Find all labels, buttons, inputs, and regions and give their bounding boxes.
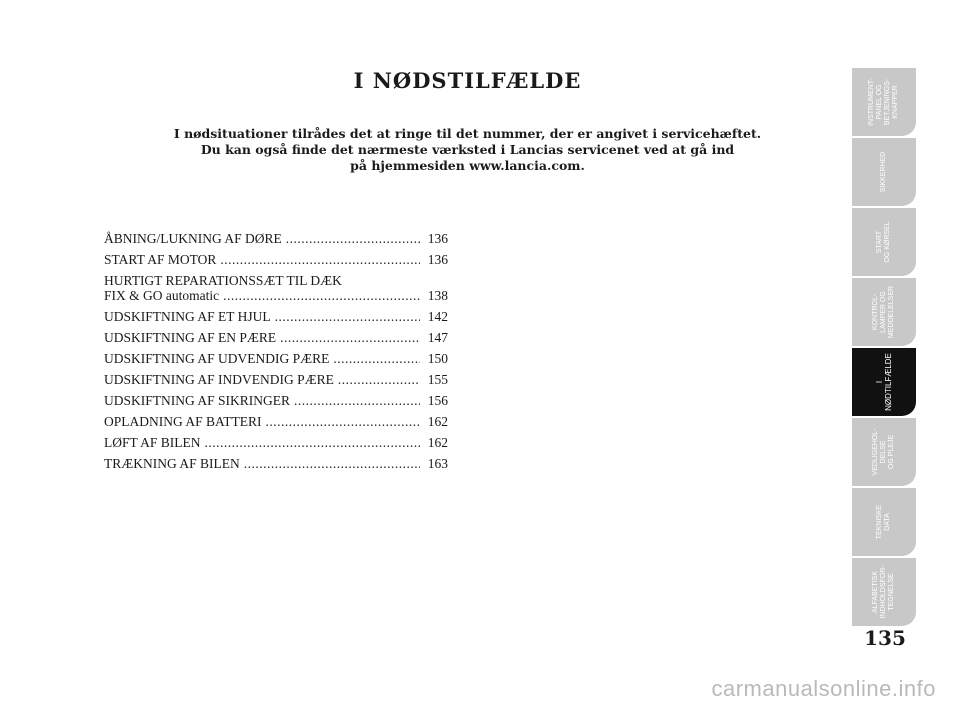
toc-entry[interactable] <box>104 273 448 303</box>
toc-leader <box>223 288 420 303</box>
toc-entry-lead: HURTIGT REPARATIONSSÆT TIL DÆK <box>104 273 342 288</box>
section-tab[interactable] <box>852 138 916 206</box>
section-tab[interactable] <box>852 68 916 136</box>
toc-entry-page: 136 <box>427 252 448 267</box>
toc-entry-title: FIX & GO automatic <box>104 288 220 303</box>
toc-entry-title: UDSKIFTNING AF SIKRINGER <box>104 393 291 408</box>
toc-entry-title: START AF MOTOR <box>104 252 217 267</box>
section-tab[interactable] <box>852 558 916 626</box>
section-tab-label-line: TEGNELSE <box>888 573 895 611</box>
section-tab-label-line: VEDLIGEHOL- <box>872 428 879 476</box>
toc-entry-page: 150 <box>427 351 448 366</box>
toc-entry[interactable] <box>104 414 448 429</box>
intro-line: Du kan også finde det nærmeste værksted i Lancias servicenet ved at gå ind <box>200 142 735 157</box>
section-tab-label <box>880 139 888 205</box>
section-tab-label-line: I <box>875 380 884 384</box>
page-number: 135 <box>864 626 906 650</box>
section-tab-label-line: START <box>876 230 883 254</box>
toc-entry-title: LØFT AF BILEN <box>104 435 201 450</box>
toc-leader <box>275 309 420 324</box>
toc-entry-page: 136 <box>427 231 448 246</box>
section-tab-label-line: DATA <box>884 513 891 531</box>
toc-entry-title: UDSKIFTNING AF INDVENDIG PÆRE <box>104 372 334 387</box>
intro-line: på hjemmesiden www.lancia.com. <box>350 158 585 173</box>
toc-leader <box>205 435 420 450</box>
toc-entry[interactable] <box>104 372 448 387</box>
toc-entry-page: 138 <box>427 288 448 303</box>
toc-leader <box>294 393 420 408</box>
toc-leader <box>333 351 420 366</box>
toc-entry-page: 163 <box>427 456 448 471</box>
toc-entry[interactable] <box>104 393 448 408</box>
toc-entry-title: TRÆKNING AF BILEN <box>104 456 240 471</box>
section-tab[interactable] <box>852 348 916 416</box>
section-tab-label-line: INDHOLDSFOR- <box>880 565 887 619</box>
section-tab-label-line: NØDTILFÆLDE <box>884 353 893 411</box>
section-tab-label-line: KNAPPER <box>892 85 899 119</box>
section-tab-label-line: DELSE <box>880 440 887 464</box>
section-tab-label <box>876 209 892 275</box>
section-tab[interactable] <box>852 418 916 486</box>
section-tab-label-line: SIKKERHED <box>880 151 887 193</box>
toc-entry[interactable] <box>104 231 448 246</box>
toc-entry[interactable] <box>104 252 448 267</box>
toc-entry-page: 162 <box>427 435 448 450</box>
section-tab[interactable] <box>852 488 916 556</box>
section-tab-label-line: BETJENINGS- <box>884 78 891 126</box>
toc-leader <box>286 231 420 246</box>
section-tab-label-line: ALFABETISK <box>872 570 879 614</box>
toc-entry-page: 156 <box>427 393 448 408</box>
toc-leader <box>280 330 420 345</box>
toc-entry-title: UDSKIFTNING AF UDVENDIG PÆRE <box>104 351 330 366</box>
section-tab-label-line: OG PLEJE <box>888 434 895 470</box>
section-tab[interactable] <box>852 278 916 346</box>
table-of-contents <box>104 231 448 477</box>
toc-entry[interactable] <box>104 456 448 471</box>
toc-entry-page: 155 <box>427 372 448 387</box>
section-tab[interactable] <box>852 208 916 276</box>
toc-entry-page: 142 <box>427 309 448 324</box>
section-tab-label-line: OG KØRSEL <box>884 221 891 263</box>
toc-entry-title: UDSKIFTNING AF EN PÆRE <box>104 330 277 345</box>
section-tab-label <box>875 349 893 415</box>
toc-entry-title: OPLADNING AF BATTERI <box>104 414 262 429</box>
section-tab-label <box>872 559 896 625</box>
section-tab-label <box>872 279 896 345</box>
section-tab-label-line: TEKNISKE <box>876 504 883 540</box>
toc-leader <box>220 252 420 267</box>
intro-paragraph <box>160 126 775 174</box>
section-tab-label <box>876 489 892 555</box>
section-tab-label <box>868 69 900 135</box>
section-tab-label-line: LAMPER OG <box>880 291 887 333</box>
toc-leader <box>266 414 420 429</box>
intro-line: I nødsituationer tilrådes det at ringe til det nummer, der er angivet i servicehæftet. <box>173 126 762 141</box>
toc-entry[interactable] <box>104 330 448 345</box>
toc-entry-page: 147 <box>427 330 448 345</box>
toc-leader <box>244 456 420 471</box>
toc-entry-title: UDSKIFTNING AF ET HJUL <box>104 309 271 324</box>
toc-entry[interactable] <box>104 351 448 366</box>
toc-entry[interactable] <box>104 309 448 324</box>
section-tab-label-line: INSTRUMENT- <box>868 78 875 126</box>
page-title: I NØDSTILFÆLDE <box>353 68 582 93</box>
toc-leader <box>338 372 420 387</box>
footer-watermark: carmanualsonline.info <box>711 676 936 701</box>
toc-entry-page: 162 <box>427 414 448 429</box>
section-tab-label-line: PANEL OG <box>876 84 883 120</box>
section-tab-label-line: KONTROL- <box>872 293 879 331</box>
section-tab-label <box>872 419 896 485</box>
toc-entry[interactable] <box>104 435 448 450</box>
toc-entry-title: ÅBNING/LUKNING AF DØRE <box>104 231 282 246</box>
section-tab-label-line: MEDDELELSER <box>888 285 895 339</box>
